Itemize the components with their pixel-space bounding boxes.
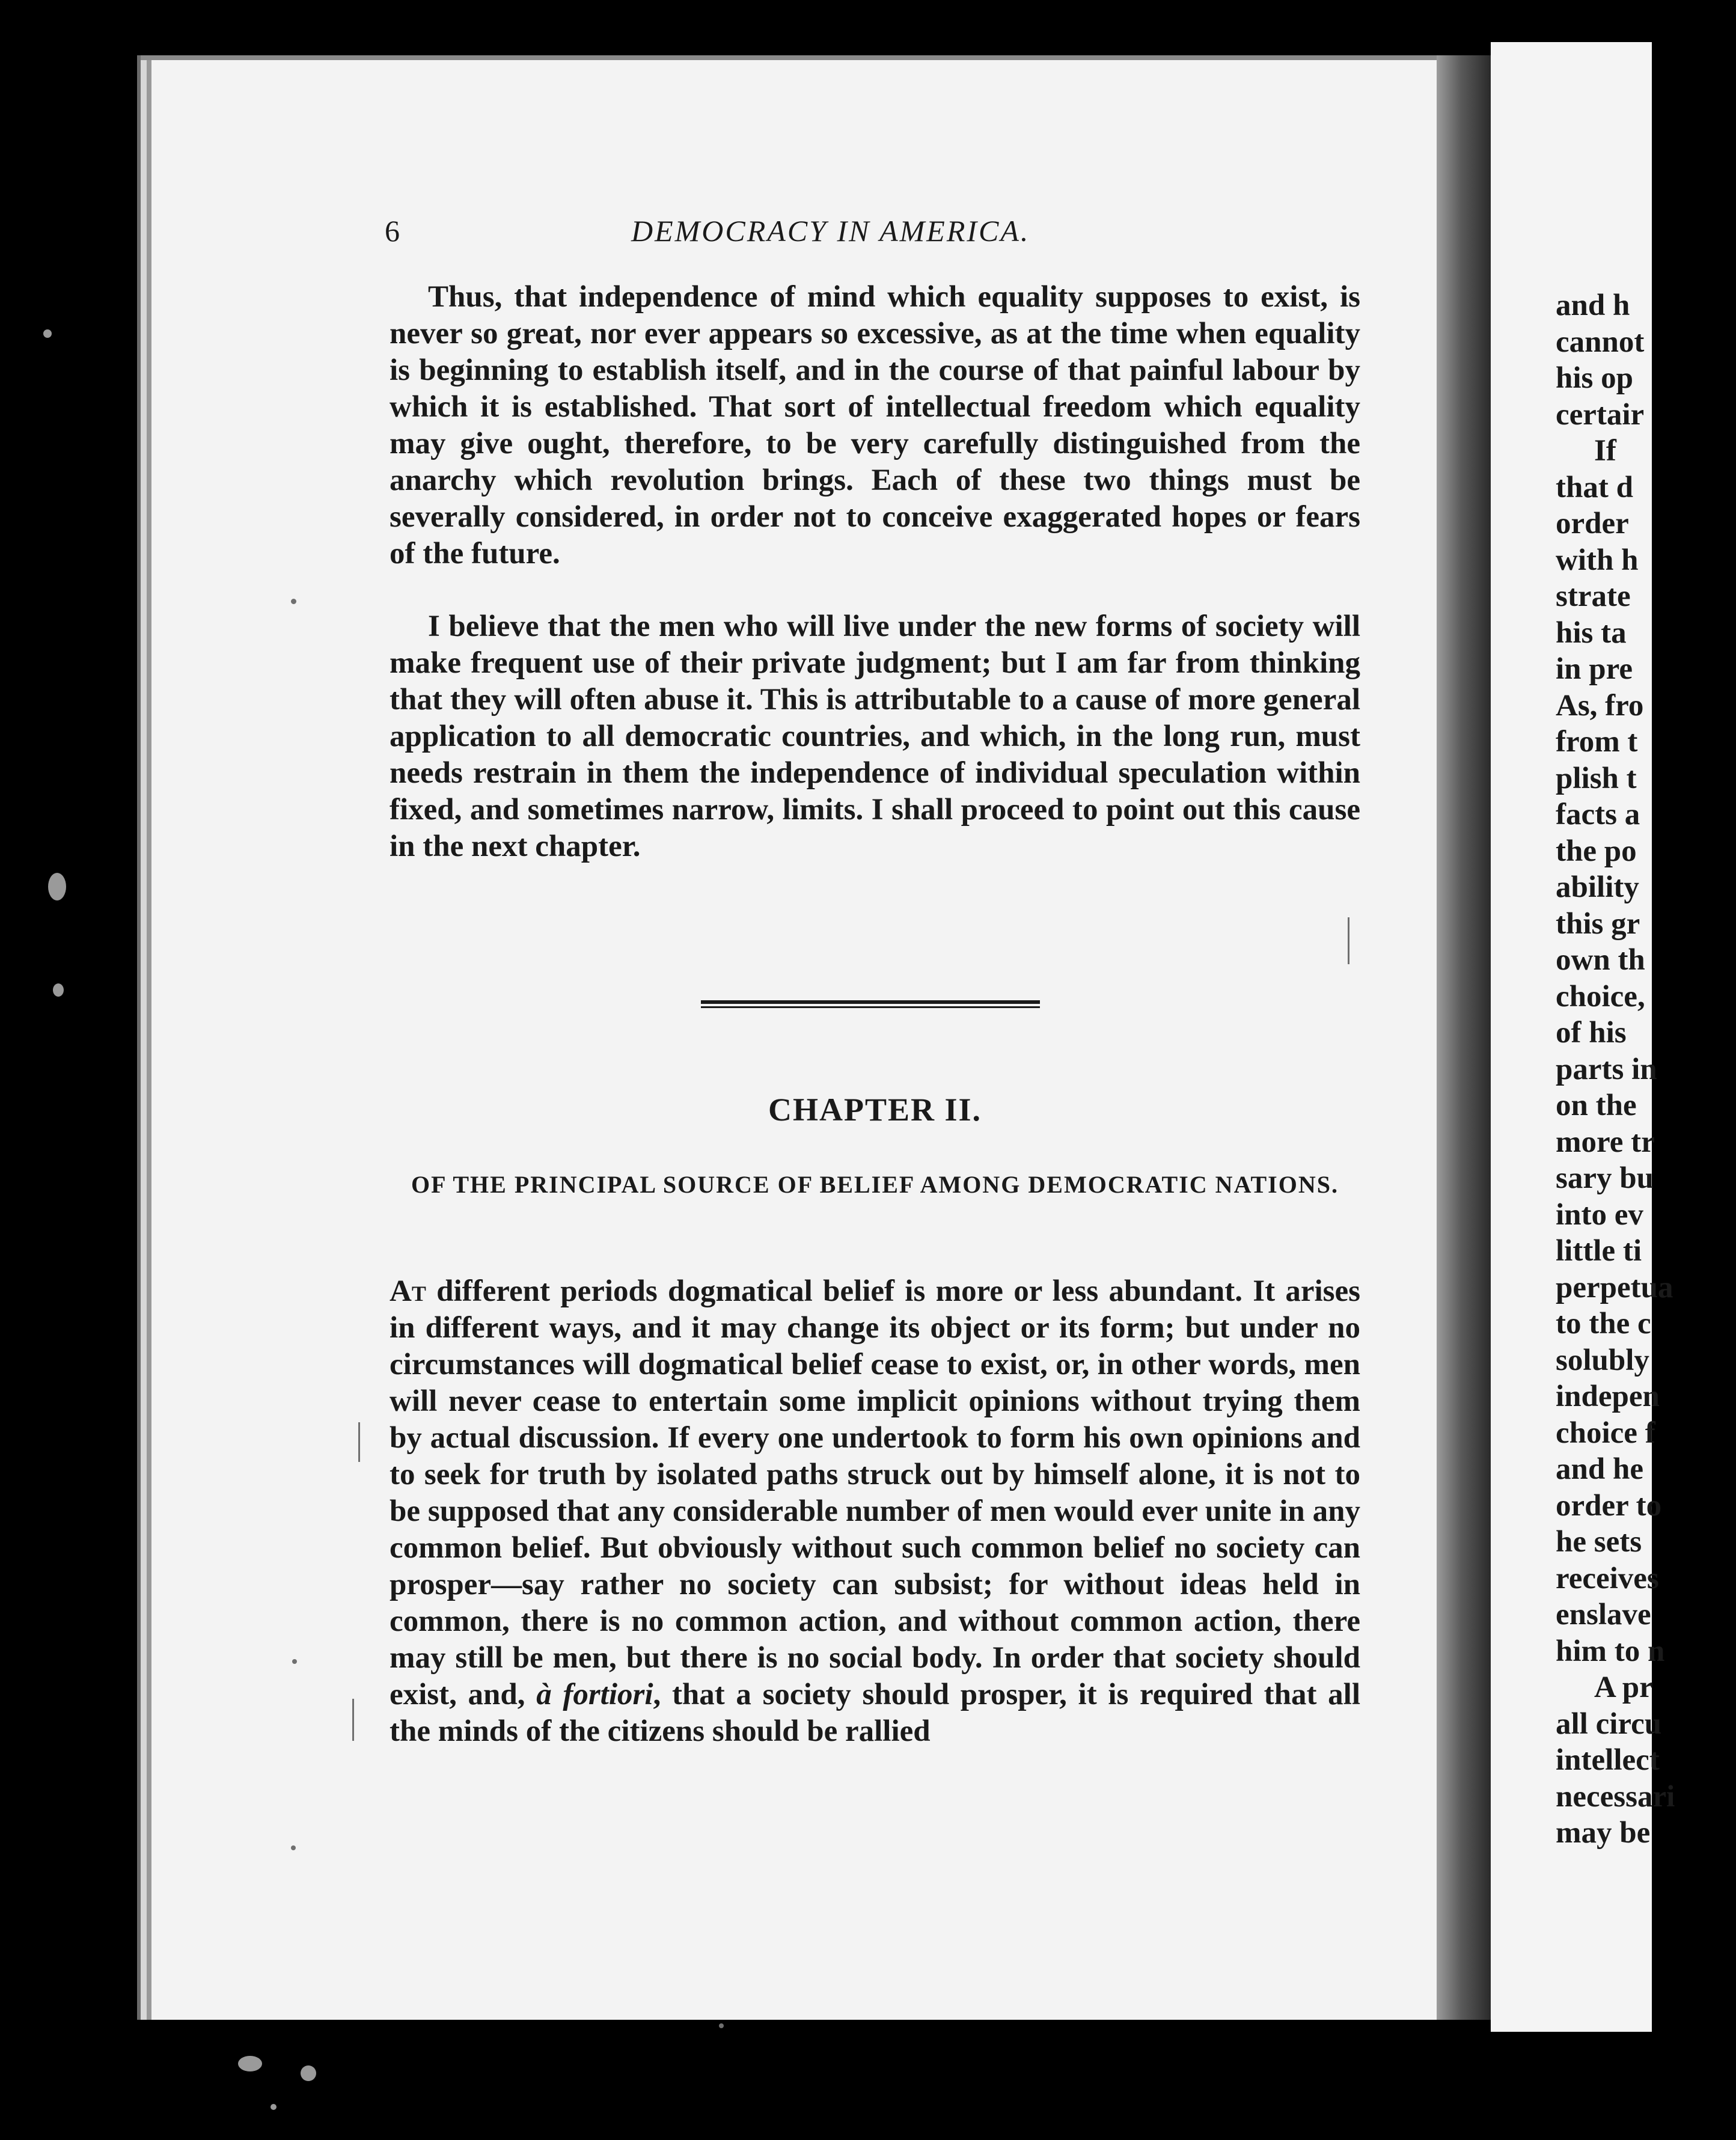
running-head [385, 207, 1184, 255]
facing-line: into ev [1556, 1197, 1643, 1232]
facing-line: ability [1556, 870, 1639, 904]
scan-speck [238, 2056, 262, 2071]
facing-line: facts a [1556, 798, 1640, 831]
facing-line: and he [1556, 1452, 1643, 1486]
margin-line [358, 1422, 360, 1462]
scan-speck [53, 983, 64, 997]
facing-line: him to n [1556, 1634, 1665, 1668]
facing-line: certair [1556, 397, 1645, 432]
chapter-body-end: , that a society should prosper, it is required that all the minds of the citizens should be rallied [390, 1678, 1360, 1748]
facing-line: from t [1556, 725, 1638, 759]
page-number: 6 [385, 214, 400, 248]
scan-speck [301, 2065, 316, 2081]
facing-line: with h [1556, 543, 1639, 577]
facing-line: the po [1556, 834, 1637, 868]
chapter-heading: CHAPTER II. [768, 1092, 982, 1128]
facing-line: order to [1556, 1488, 1662, 1523]
ink-speck [719, 2023, 724, 2028]
facing-line: A pr [1594, 1671, 1653, 1704]
italic-phrase: à fortiori [536, 1678, 653, 1711]
running-title: DEMOCRACY IN AMERICA. [631, 214, 1030, 248]
facing-line: all circu [1556, 1707, 1662, 1741]
facing-line: plish t [1556, 761, 1637, 795]
facing-line: choice f [1556, 1416, 1655, 1450]
facing-line: intellect [1556, 1743, 1660, 1777]
scan-speck [43, 329, 52, 338]
paragraph-dogmatical-belief [390, 1273, 1360, 1750]
ink-speck [291, 1845, 296, 1850]
facing-line: this gr [1556, 906, 1640, 941]
facing-line: little ti [1556, 1234, 1642, 1268]
facing-line: strate [1556, 579, 1631, 613]
facing-line: order [1556, 507, 1629, 540]
facing-line: to the c [1556, 1307, 1651, 1341]
facing-line: perpetua [1556, 1270, 1673, 1304]
facing-line: receives [1556, 1561, 1659, 1595]
facing-line: cannot [1556, 325, 1645, 359]
paragraph-independence-of-mind: Thus, that independence of mind which equality supposes to exist, is never so great, nor ever appears so excessive, as at the time when equality is beginning to establish itself, and in the course of that painful labour by which it is established. That sort of intellectual freedom which equality may give ought, therefore, to be very carefully distinguished from the anarchy which revolution brings. Each of these two things must be severally considered, in order not to conceive exaggerated hopes or fears of the future. [390, 280, 1360, 570]
page-top-edge [141, 55, 1487, 60]
ink-speck [291, 599, 296, 604]
facing-line: more tr [1556, 1125, 1655, 1159]
facing-line: own th [1556, 943, 1645, 977]
facing-line: If [1594, 434, 1616, 468]
facing-line: in pre [1556, 652, 1633, 686]
facing-line: necessari [1556, 1779, 1675, 1814]
facing-line: he sets [1556, 1525, 1642, 1559]
facing-line: his op [1556, 361, 1633, 395]
margin-line [352, 1699, 354, 1741]
facing-page-text [1556, 287, 1736, 1851]
chapter-lead-word: At [390, 1274, 426, 1308]
ink-speck [292, 1659, 297, 1664]
scan-speck [48, 873, 66, 900]
facing-line: his ta [1556, 616, 1627, 650]
facing-line: As, fro [1556, 688, 1644, 723]
facing-line: indepen [1556, 1380, 1660, 1413]
facing-line: solubly [1556, 1343, 1649, 1377]
facing-line: that d [1556, 470, 1633, 504]
facing-line: may be [1556, 1816, 1651, 1850]
facing-line: and h [1556, 289, 1630, 322]
scan-speck [270, 2104, 277, 2110]
facing-line: sary bu [1556, 1161, 1654, 1195]
margin-line [1348, 917, 1349, 964]
facing-line: on the [1556, 1089, 1637, 1122]
chapter-body-text: different periods dogmatical belief is more or less abundant. It arises in different ways, and it may change its object or its form; but under no circumstances will dogmatical belief cease to exist, or, in other words, men will never cease to entertain some implicit opinions without trying them by actual discussion. If every one undertook to form his own opinions and to seek for truth by isolated paths struck out by himself alone, it is not to be supposed that any considerable number of men would ever unite in any common belief. But obviously without such common belief no society can prosper—say rather no society can subsist; for without ideas held in common, there is no common action, and without common action, there may still be men, but there is no social body. In order that society should exist, and, [390, 1274, 1360, 1711]
chapter-subtitle: OF THE PRINCIPAL SOURCE OF BELIEF AMONG DEMOCRATIC NATIONS. [411, 1171, 1339, 1198]
facing-line: enslave [1556, 1598, 1651, 1631]
facing-line: choice, [1556, 979, 1645, 1013]
facing-line: parts in [1556, 1052, 1657, 1086]
paragraph-private-judgment: I believe that the men who will live under the new forms of society will make frequent use of their private judgment; but I am far from thinking that they will often abuse it. This is attributable to a cause of more general application to all democratic countries, and which, in the long run, must needs restrain in them the independence of individual speculation within fixed, and sometimes narrow, limits. I shall proceed to point out this cause in the next chapter. [390, 610, 1360, 863]
section-divider-thick [701, 1000, 1040, 1004]
section-divider-thin [701, 1006, 1040, 1008]
facing-line: of his [1556, 1016, 1627, 1050]
book-spine [1437, 55, 1491, 2020]
